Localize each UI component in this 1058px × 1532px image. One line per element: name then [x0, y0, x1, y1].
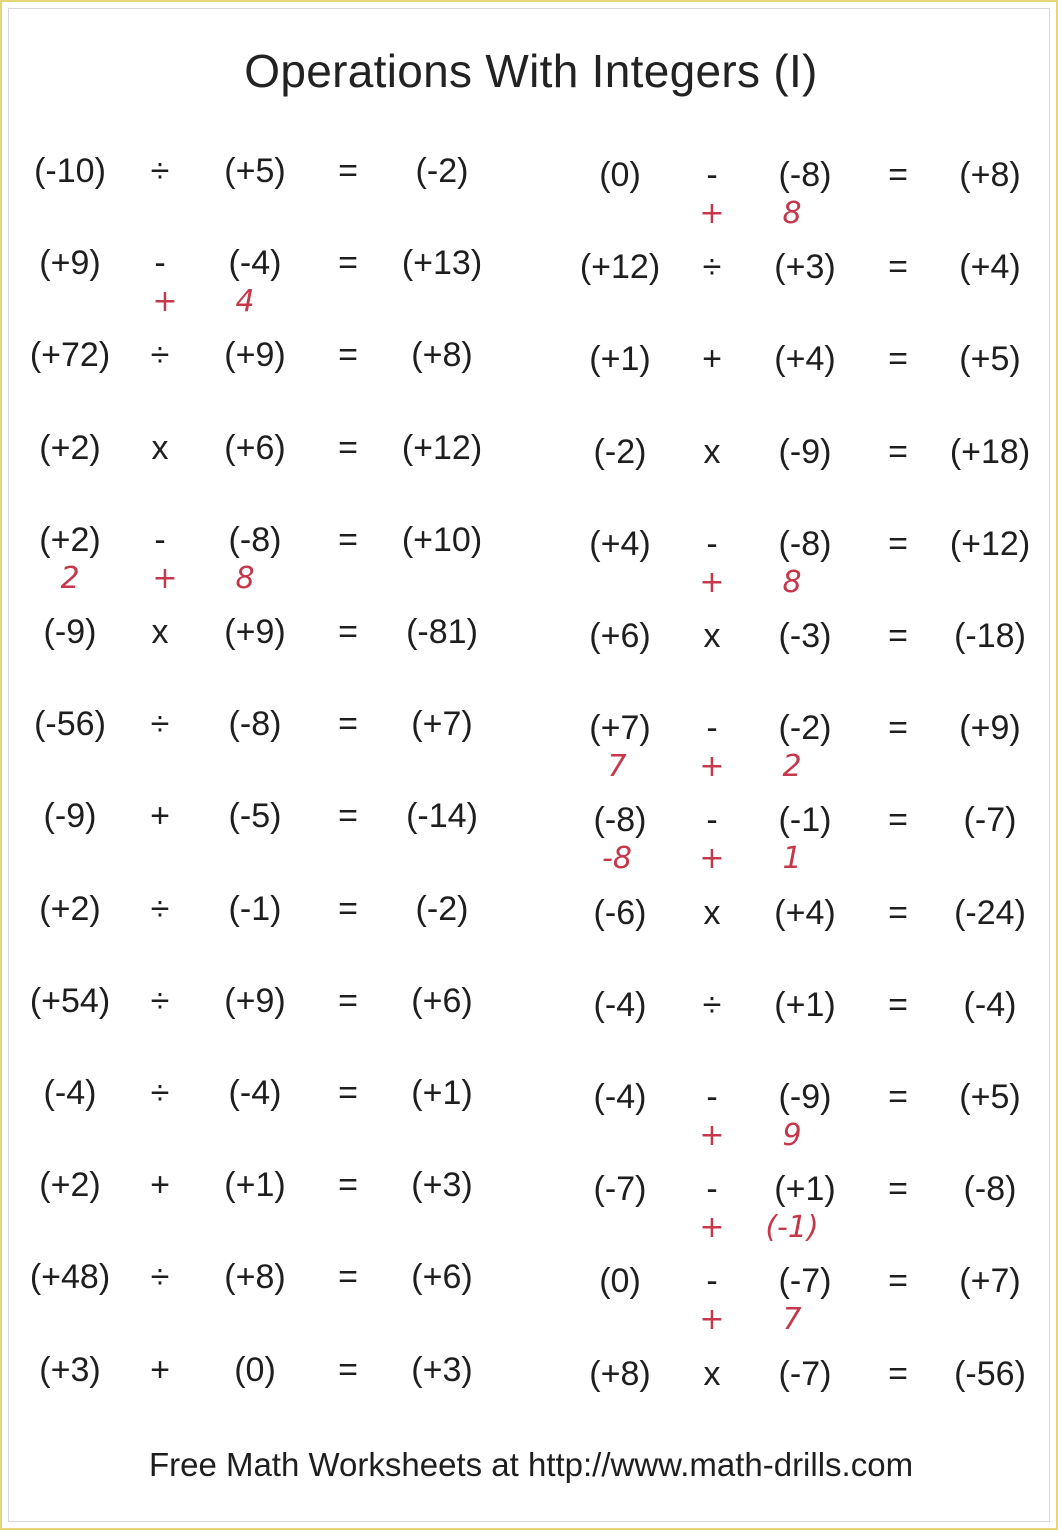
handwritten-mark: +: [699, 1118, 725, 1153]
operand-b: (-8): [778, 156, 832, 194]
operand-a: (+54): [29, 981, 111, 1020]
equals-sign: =: [338, 797, 358, 836]
handwritten-mark: (-1): [765, 1210, 819, 1246]
problem-row: [10, 429, 530, 509]
problem-row: [10, 336, 530, 416]
operand-b: (-4): [228, 244, 282, 283]
operand-a: (-8): [593, 801, 647, 840]
answer: (+5): [959, 1078, 1021, 1116]
problem-row: [10, 1351, 530, 1431]
equals-sign: =: [888, 1170, 908, 1209]
equals-sign: =: [888, 340, 908, 379]
operand-b: (-1): [228, 889, 282, 928]
problem-row: [10, 613, 530, 693]
problem-row: [10, 797, 530, 877]
answer: (-4): [963, 985, 1017, 1024]
handwritten-mark: 8: [235, 560, 255, 596]
equals-sign: =: [888, 985, 908, 1024]
worksheet-footer: Free Math Worksheets at http://www.math-drills.com: [148, 1446, 914, 1483]
equals-sign: =: [338, 889, 358, 928]
operand-b: (-9): [778, 432, 832, 471]
answer: (-7): [963, 801, 1017, 840]
operand-b: (+5): [224, 152, 286, 190]
answer: (+12): [401, 428, 483, 467]
answer: (-2): [415, 152, 469, 190]
handwritten-work: [562, 749, 1058, 789]
operator: -: [706, 801, 718, 840]
problem-row: [10, 890, 530, 970]
operand-b: (+9): [224, 981, 286, 1020]
equals-sign: =: [338, 152, 358, 190]
operand-a: (+4): [589, 524, 651, 563]
answer: (+9): [959, 709, 1021, 748]
answer: (+1): [411, 1074, 473, 1112]
equals-sign: =: [888, 617, 908, 655]
answer: (+6): [411, 1258, 473, 1297]
equals-sign: =: [888, 801, 908, 840]
problem-row: [562, 894, 1058, 974]
operand-b: (-8): [228, 520, 282, 559]
operand-b: (-5): [228, 797, 282, 836]
equals-sign: =: [338, 1258, 358, 1297]
operand-a: (-4): [593, 1078, 647, 1116]
handwritten-mark: 8: [782, 564, 802, 600]
operand-a: (+3): [39, 1350, 101, 1389]
answer: (+7): [959, 1262, 1021, 1301]
handwritten-work: [562, 1210, 1058, 1250]
operator: ÷: [150, 889, 170, 928]
operand-b: (0): [234, 1350, 276, 1389]
operator: x: [703, 617, 721, 655]
operand-a: (+8): [589, 1354, 651, 1393]
handwritten-mark: +: [699, 749, 725, 785]
operand-a: (-4): [43, 1074, 97, 1112]
handwritten-work: [10, 561, 530, 601]
equals-sign: =: [338, 981, 358, 1020]
problem-row: [562, 617, 1058, 697]
operator: ÷: [150, 981, 170, 1020]
handwritten-work: [562, 565, 1058, 605]
answer: (+12): [949, 524, 1031, 563]
equals-sign: =: [338, 613, 358, 651]
operand-a: (-4): [593, 985, 647, 1024]
answer: (+8): [959, 156, 1021, 194]
equals-sign: =: [888, 156, 908, 194]
operand-a: (+9): [39, 244, 101, 283]
answer: (+3): [411, 1350, 473, 1389]
operand-a: (+2): [39, 520, 101, 559]
operand-a: (+2): [39, 889, 101, 928]
operator: ÷: [150, 1074, 170, 1112]
answer: (+6): [411, 981, 473, 1020]
equals-sign: =: [888, 248, 908, 287]
handwritten-mark: +: [152, 560, 178, 596]
operand-b: (+4): [774, 340, 836, 379]
operand-b: (-1): [778, 801, 832, 840]
handwritten-mark: +: [152, 284, 178, 320]
operand-b: (+1): [774, 1170, 836, 1209]
operator: ÷: [150, 336, 170, 375]
handwritten-mark: +: [699, 841, 725, 877]
operand-b: (+4): [774, 893, 836, 932]
operand-a: (-10): [34, 152, 106, 190]
problem-row: [10, 1258, 530, 1338]
operator: -: [706, 1262, 718, 1301]
handwritten-work: [10, 284, 530, 324]
operand-a: (-2): [593, 432, 647, 471]
answer: (+4): [959, 248, 1021, 287]
operand-a: (0): [599, 156, 641, 194]
handwritten-mark: +: [699, 564, 725, 600]
answer: (+18): [949, 432, 1031, 471]
answer: (+5): [959, 340, 1021, 379]
handwritten-mark: 7: [782, 1302, 802, 1338]
operator: -: [706, 156, 718, 194]
equals-sign: =: [888, 709, 908, 748]
operator: x: [703, 893, 721, 932]
operator: x: [703, 432, 721, 471]
handwritten-work: [562, 841, 1058, 881]
handwritten-mark: +: [699, 1210, 725, 1246]
operand-b: (+9): [224, 613, 286, 651]
problem-row: [562, 1355, 1058, 1435]
operator: +: [150, 1166, 170, 1205]
answer: (-56): [954, 1354, 1026, 1393]
right-column: [562, 2, 1058, 1532]
operand-b: (+9): [224, 336, 286, 375]
answer: (-8): [963, 1170, 1017, 1209]
equals-sign: =: [888, 1354, 908, 1393]
handwritten-mark: 7: [607, 749, 627, 785]
problem-row: [10, 705, 530, 785]
operand-a: (+6): [589, 617, 651, 655]
operator: ÷: [702, 248, 722, 287]
equals-sign: =: [338, 1166, 358, 1205]
problem-row: [562, 433, 1058, 513]
equals-sign: =: [338, 336, 358, 375]
operand-b: (+1): [774, 985, 836, 1024]
operand-a: (0): [599, 1262, 641, 1301]
operand-b: (+1): [224, 1166, 286, 1205]
operator: ÷: [150, 1258, 170, 1297]
operand-b: (+6): [224, 428, 286, 467]
operand-b: (-8): [228, 705, 282, 744]
answer: (+3): [411, 1166, 473, 1205]
operator: +: [150, 1350, 170, 1389]
operator: -: [706, 1078, 718, 1116]
problem-row: [10, 982, 530, 1062]
answer: (-2): [415, 889, 469, 928]
equals-sign: =: [338, 428, 358, 467]
handwritten-mark: 4: [235, 284, 255, 320]
handwritten-mark: +: [699, 1302, 725, 1338]
handwritten-mark: +: [699, 196, 725, 231]
operator: +: [702, 340, 722, 379]
operand-b: (+3): [774, 248, 836, 287]
equals-sign: =: [338, 1350, 358, 1389]
worksheet-title: Operations With Integers (I): [244, 45, 818, 97]
operator: -: [706, 709, 718, 748]
equals-sign: =: [338, 520, 358, 559]
operand-b: (-4): [228, 1074, 282, 1112]
operand-a: (+48): [29, 1258, 111, 1297]
handwritten-mark: 2: [782, 749, 802, 785]
operand-a: (+72): [29, 336, 111, 375]
operator: -: [706, 524, 718, 563]
operator: +: [150, 797, 170, 836]
operand-b: (+8): [224, 1258, 286, 1297]
operand-a: (+2): [39, 1166, 101, 1205]
handwritten-mark: 8: [782, 196, 802, 231]
operand-b: (-7): [778, 1262, 832, 1301]
operator: -: [154, 244, 166, 283]
answer: (+8): [411, 336, 473, 375]
left-column: [10, 2, 530, 1532]
handwritten-mark: 1: [782, 841, 802, 877]
operand-a: (+1): [589, 340, 651, 379]
operand-a: (-9): [43, 797, 97, 836]
equals-sign: =: [338, 1074, 358, 1112]
equals-sign: =: [888, 1262, 908, 1301]
operand-b: (-9): [778, 1078, 832, 1116]
operand-b: (-3): [778, 617, 832, 655]
answer: (+13): [401, 244, 483, 283]
problem-row: [10, 1074, 530, 1154]
answer: (-24): [954, 893, 1026, 932]
operand-a: (-9): [43, 613, 97, 651]
equals-sign: =: [338, 244, 358, 283]
equals-sign: =: [888, 893, 908, 932]
operator: ÷: [702, 985, 722, 1024]
operand-a: (-7): [593, 1170, 647, 1209]
operand-b: (-7): [778, 1354, 832, 1393]
operator: ÷: [150, 705, 170, 744]
operand-a: (+2): [39, 428, 101, 467]
operator: -: [154, 520, 166, 559]
answer: (-18): [954, 617, 1026, 655]
handwritten-mark: -8: [602, 841, 632, 877]
operator: x: [151, 428, 169, 467]
operand-b: (-2): [778, 709, 832, 748]
equals-sign: =: [888, 1078, 908, 1116]
handwritten-work: [562, 196, 1058, 236]
operand-a: (+12): [579, 248, 661, 287]
handwritten-mark: 2: [60, 560, 80, 596]
operand-a: (-56): [34, 705, 106, 744]
operator: x: [151, 613, 169, 651]
problem-row: [562, 340, 1058, 420]
answer: (+10): [401, 520, 483, 559]
problem-row: [10, 152, 530, 232]
problem-row: [562, 248, 1058, 328]
operand-b: (-8): [778, 524, 832, 563]
answer: (-81): [406, 613, 478, 651]
operand-a: (-6): [593, 893, 647, 932]
problem-row: [10, 1166, 530, 1246]
handwritten-mark: 9: [782, 1118, 802, 1153]
operand-a: (+7): [589, 709, 651, 748]
operator: -: [706, 1170, 718, 1209]
equals-sign: =: [888, 432, 908, 471]
answer: (-14): [406, 797, 478, 836]
equals-sign: =: [338, 705, 358, 744]
problem-row: [562, 986, 1058, 1066]
equals-sign: =: [888, 524, 908, 563]
operator: ÷: [150, 152, 170, 190]
handwritten-work: [562, 1118, 1058, 1158]
handwritten-work: [562, 1302, 1058, 1342]
answer: (+7): [411, 705, 473, 744]
operator: x: [703, 1354, 721, 1393]
